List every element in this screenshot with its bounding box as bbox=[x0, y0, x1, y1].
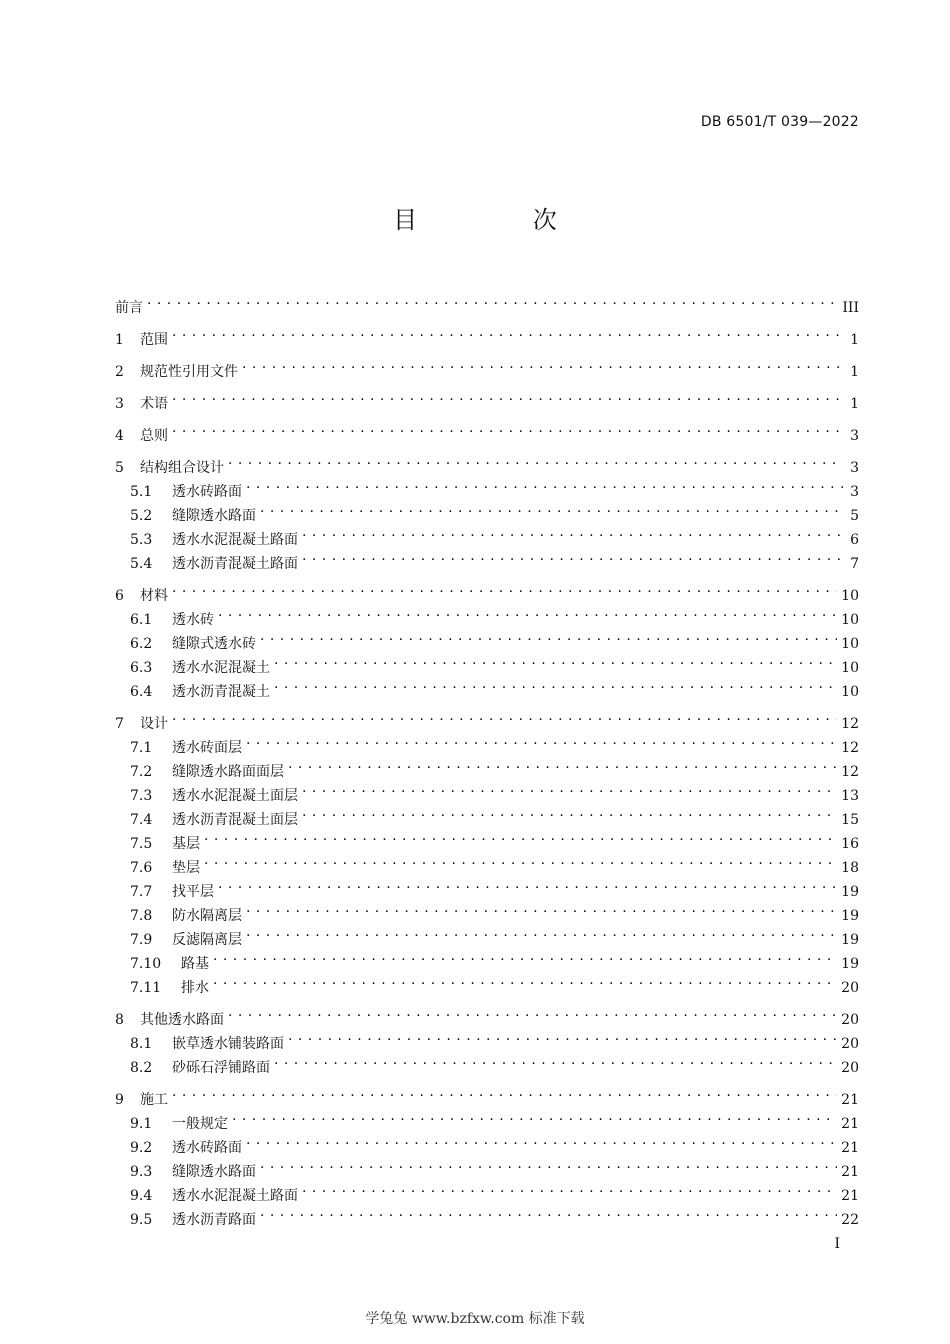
toc-entry-number: 1 bbox=[115, 332, 124, 348]
toc-entry-page: 16 bbox=[841, 836, 859, 852]
toc-entry-number: 7.4 bbox=[130, 812, 153, 828]
toc-entry-number: 7.11 bbox=[130, 980, 162, 996]
toc-leader-dots bbox=[302, 800, 837, 824]
toc-leader-dots bbox=[288, 1024, 837, 1048]
toc-leader-dots bbox=[302, 776, 837, 800]
toc-leader-dots bbox=[246, 472, 843, 496]
toc-entry-label: 垫层 bbox=[172, 860, 200, 876]
toc-entry-page: 21 bbox=[841, 1092, 859, 1108]
toc-entry-page: 3 bbox=[850, 428, 859, 444]
toc-entry-label: 嵌草透水铺装路面 bbox=[172, 1036, 284, 1052]
toc-entry-label: 总则 bbox=[140, 428, 168, 444]
toc-entry-label: 透水砖面层 bbox=[172, 740, 242, 756]
toc-entry[interactable] bbox=[115, 288, 859, 316]
toc-entry-page: 10 bbox=[841, 684, 859, 700]
document-code: DB 6501/T 039—2022 bbox=[700, 114, 859, 130]
toc-entry-label: 前言 bbox=[115, 300, 143, 316]
toc-leader-dots bbox=[172, 576, 837, 600]
toc-entry-label: 规范性引用文件 bbox=[140, 364, 238, 380]
toc-entry[interactable] bbox=[115, 624, 859, 652]
toc-entry[interactable] bbox=[115, 776, 859, 804]
toc-entry-page: 10 bbox=[841, 612, 859, 628]
table-of-contents bbox=[115, 288, 859, 1228]
toc-entry-page: 12 bbox=[841, 716, 859, 732]
toc-leader-dots bbox=[274, 1048, 837, 1072]
toc-entry-label: 透水沥青混凝土 bbox=[172, 684, 270, 700]
toc-entry-page: 19 bbox=[841, 956, 859, 972]
toc-entry[interactable] bbox=[115, 752, 859, 780]
toc-entry-label: 透水水泥混凝土 bbox=[172, 660, 270, 676]
toc-entry[interactable] bbox=[115, 1024, 859, 1052]
toc-entry-label: 透水水泥混凝土路面 bbox=[172, 532, 298, 548]
toc-entry[interactable] bbox=[115, 1048, 859, 1076]
toc-entry-label: 术语 bbox=[140, 396, 168, 412]
toc-entry[interactable] bbox=[115, 448, 859, 476]
toc-entry-page: 19 bbox=[841, 884, 859, 900]
toc-entry-page: 21 bbox=[841, 1116, 859, 1132]
toc-entry-label: 排水 bbox=[181, 980, 209, 996]
toc-entry[interactable] bbox=[115, 320, 859, 348]
toc-leader-dots bbox=[274, 648, 837, 672]
toc-leader-dots bbox=[232, 1104, 837, 1128]
toc-entry-number: 7.1 bbox=[130, 740, 153, 756]
toc-leader-dots bbox=[172, 416, 843, 440]
watermark-text: 学兔兔 www.bzfxw.com 标准下载 bbox=[365, 1311, 585, 1327]
toc-leader-dots bbox=[147, 288, 838, 312]
toc-entry[interactable] bbox=[115, 1128, 859, 1156]
toc-entry-number: 6.3 bbox=[130, 660, 153, 676]
toc-entry-page: 19 bbox=[841, 908, 859, 924]
toc-entry-page: 12 bbox=[841, 764, 859, 780]
toc-entry[interactable] bbox=[115, 672, 859, 700]
toc-entry-label: 透水砖 bbox=[172, 612, 214, 628]
toc-entry-label: 防水隔离层 bbox=[172, 908, 242, 924]
toc-entry-number: 7.5 bbox=[130, 836, 153, 852]
toc-entry[interactable] bbox=[115, 704, 859, 732]
toc-leader-dots bbox=[260, 1152, 837, 1176]
toc-entry-number: 7.2 bbox=[130, 764, 153, 780]
toc-entry-number: 5 bbox=[115, 460, 124, 476]
toc-entry-page: 10 bbox=[841, 588, 859, 604]
toc-entry-number: 9 bbox=[115, 1092, 124, 1108]
toc-leader-dots bbox=[246, 896, 837, 920]
toc-entry-number: 8 bbox=[115, 1012, 124, 1028]
toc-entry-label: 透水沥青路面 bbox=[172, 1212, 256, 1228]
toc-entry-label: 路基 bbox=[181, 956, 209, 972]
toc-entry[interactable] bbox=[115, 416, 859, 444]
toc-entry-number: 7 bbox=[115, 716, 124, 732]
toc-entry-label: 缝隙式透水砖 bbox=[172, 636, 256, 652]
toc-entry-page: 20 bbox=[841, 1060, 859, 1076]
toc-entry[interactable] bbox=[115, 600, 859, 628]
toc-leader-dots bbox=[246, 1128, 837, 1152]
toc-entry-label: 范围 bbox=[140, 332, 168, 348]
toc-leader-dots bbox=[218, 872, 837, 896]
toc-entry[interactable] bbox=[115, 496, 859, 524]
toc-entry-number: 2 bbox=[115, 364, 124, 380]
toc-entry-page: 1 bbox=[850, 332, 859, 348]
toc-entry-page: 7 bbox=[850, 556, 859, 572]
toc-leader-dots bbox=[274, 672, 837, 696]
toc-entry-page: 3 bbox=[850, 460, 859, 476]
toc-entry-number: 9.1 bbox=[130, 1116, 153, 1132]
toc-entry-page: 18 bbox=[841, 860, 859, 876]
toc-entry-page: 5 bbox=[850, 508, 859, 524]
toc-entry-number: 9.4 bbox=[130, 1188, 153, 1204]
toc-entry-label: 施工 bbox=[140, 1092, 168, 1108]
page-title: 目 次 bbox=[393, 206, 611, 234]
toc-entry-number: 5.2 bbox=[130, 508, 153, 524]
toc-entry-number: 6.2 bbox=[130, 636, 153, 652]
toc-entry-page: 12 bbox=[841, 740, 859, 756]
toc-entry[interactable] bbox=[115, 944, 859, 972]
toc-entry-page: 15 bbox=[841, 812, 859, 828]
toc-entry[interactable] bbox=[115, 472, 859, 500]
toc-entry-page: 20 bbox=[841, 1012, 859, 1028]
toc-entry-page: 21 bbox=[841, 1188, 859, 1204]
toc-entry-number: 9.5 bbox=[130, 1212, 153, 1228]
toc-entry-number: 4 bbox=[115, 428, 124, 444]
toc-entry-number: 5.3 bbox=[130, 532, 153, 548]
toc-entry[interactable] bbox=[115, 1200, 859, 1228]
toc-entry[interactable] bbox=[115, 1104, 859, 1132]
toc-entry-number: 7.8 bbox=[130, 908, 153, 924]
toc-entry-label: 透水砖路面 bbox=[172, 484, 242, 500]
toc-entry[interactable] bbox=[115, 728, 859, 756]
toc-entry[interactable] bbox=[115, 800, 859, 828]
toc-entry-page: 10 bbox=[841, 636, 859, 652]
toc-leader-dots bbox=[172, 704, 837, 728]
toc-leader-dots bbox=[302, 520, 843, 544]
toc-entry[interactable] bbox=[115, 576, 859, 604]
toc-entry[interactable] bbox=[115, 824, 859, 852]
toc-entry-number: 7.3 bbox=[130, 788, 153, 804]
toc-entry-page: 1 bbox=[850, 396, 859, 412]
toc-entry-page: 20 bbox=[841, 1036, 859, 1052]
toc-entry-page: 21 bbox=[841, 1164, 859, 1180]
toc-entry-page: 3 bbox=[850, 484, 859, 500]
toc-entry-label: 缝隙透水路面 bbox=[172, 1164, 256, 1180]
toc-entry[interactable] bbox=[115, 1152, 859, 1180]
toc-leader-dots bbox=[228, 1000, 837, 1024]
toc-entry-page: 1 bbox=[850, 364, 859, 380]
toc-entry[interactable] bbox=[115, 352, 859, 380]
toc-entry[interactable] bbox=[115, 968, 859, 996]
toc-entry-label: 设计 bbox=[140, 716, 168, 732]
toc-entry-label: 缝隙透水路面 bbox=[172, 508, 256, 524]
toc-entry-label: 基层 bbox=[172, 836, 200, 852]
toc-entry-number: 3 bbox=[115, 396, 124, 412]
toc-entry-number: 8.1 bbox=[130, 1036, 153, 1052]
toc-entry[interactable] bbox=[115, 848, 859, 876]
toc-entry-page: III bbox=[842, 300, 859, 316]
toc-entry[interactable] bbox=[115, 544, 859, 572]
toc-leader-dots bbox=[172, 320, 843, 344]
toc-entry-label: 结构组合设计 bbox=[140, 460, 224, 476]
toc-entry-label: 透水沥青混凝土路面 bbox=[172, 556, 298, 572]
toc-entry[interactable] bbox=[115, 872, 859, 900]
toc-entry-label: 缝隙透水路面面层 bbox=[172, 764, 284, 780]
toc-entry-page: 6 bbox=[850, 532, 859, 548]
toc-leader-dots bbox=[260, 496, 843, 520]
toc-entry-page: 22 bbox=[841, 1212, 859, 1228]
toc-entry-number: 6.1 bbox=[130, 612, 153, 628]
toc-leader-dots bbox=[213, 944, 837, 968]
toc-entry-page: 19 bbox=[841, 932, 859, 948]
toc-leader-dots bbox=[172, 1080, 837, 1104]
toc-entry[interactable] bbox=[115, 384, 859, 412]
toc-entry-label: 反滤隔离层 bbox=[172, 932, 242, 948]
toc-entry-number: 8.2 bbox=[130, 1060, 153, 1076]
toc-entry-label: 找平层 bbox=[172, 884, 214, 900]
toc-entry-number: 9.3 bbox=[130, 1164, 153, 1180]
toc-leader-dots bbox=[204, 824, 837, 848]
toc-leader-dots bbox=[218, 600, 837, 624]
toc-entry[interactable] bbox=[115, 520, 859, 548]
toc-entry-page: 20 bbox=[841, 980, 859, 996]
toc-entry-page: 13 bbox=[841, 788, 859, 804]
toc-entry-number: 9.2 bbox=[130, 1140, 153, 1156]
toc-leader-dots bbox=[260, 624, 837, 648]
toc-leader-dots bbox=[204, 848, 837, 872]
toc-leader-dots bbox=[302, 1176, 837, 1200]
toc-entry-number: 7.9 bbox=[130, 932, 153, 948]
toc-leader-dots bbox=[246, 728, 837, 752]
toc-entry-number: 5.1 bbox=[130, 484, 153, 500]
toc-entry[interactable] bbox=[115, 1000, 859, 1028]
toc-entry-label: 其他透水路面 bbox=[140, 1012, 224, 1028]
toc-entry[interactable] bbox=[115, 920, 859, 948]
toc-entry-label: 透水砖路面 bbox=[172, 1140, 242, 1156]
toc-entry-label: 透水水泥混凝土路面 bbox=[172, 1188, 298, 1204]
toc-entry-number: 6 bbox=[115, 588, 124, 604]
toc-leader-dots bbox=[288, 752, 837, 776]
toc-entry[interactable] bbox=[115, 896, 859, 924]
toc-leader-dots bbox=[246, 920, 837, 944]
toc-entry-number: 5.4 bbox=[130, 556, 153, 572]
toc-leader-dots bbox=[228, 448, 843, 472]
page-number: I bbox=[834, 1236, 840, 1252]
toc-leader-dots bbox=[260, 1200, 837, 1224]
toc-entry-label: 透水沥青混凝土面层 bbox=[172, 812, 298, 828]
toc-entry-label: 砂砾石浮铺路面 bbox=[172, 1060, 270, 1076]
toc-leader-dots bbox=[213, 968, 837, 992]
toc-entry[interactable] bbox=[115, 1080, 859, 1108]
toc-entry-number: 6.4 bbox=[130, 684, 153, 700]
toc-entry[interactable] bbox=[115, 1176, 859, 1204]
toc-entry-label: 材料 bbox=[140, 588, 168, 604]
toc-entry-page: 10 bbox=[841, 660, 859, 676]
toc-entry[interactable] bbox=[115, 648, 859, 676]
toc-entry-page: 21 bbox=[841, 1140, 859, 1156]
toc-entry-label: 一般规定 bbox=[172, 1116, 228, 1132]
toc-entry-label: 透水水泥混凝土面层 bbox=[172, 788, 298, 804]
toc-leader-dots bbox=[302, 544, 843, 568]
toc-leader-dots bbox=[242, 352, 843, 376]
toc-leader-dots bbox=[172, 384, 843, 408]
toc-entry-number: 7.6 bbox=[130, 860, 153, 876]
toc-entry-number: 7.10 bbox=[130, 956, 162, 972]
toc-entry-number: 7.7 bbox=[130, 884, 153, 900]
